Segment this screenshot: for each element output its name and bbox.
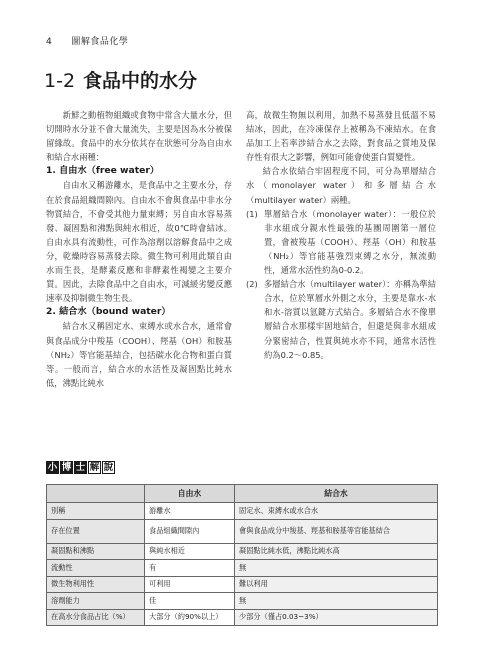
running-head [46, 34, 128, 47]
page-number: 4 [46, 37, 53, 47]
book-title: 圖解食品化學 [71, 37, 129, 47]
free-water-cell: 游離水 [145, 503, 235, 520]
row-label: 存在位置 [47, 519, 145, 543]
table-header-row [47, 485, 438, 503]
free-water-paragraph: 自由水又稱游離水，是食品中之主要水分，存在於食品組織間隙內。自由水不會與食品中非水分物質結合，不會受其他力量束縛；另自由水容易蒸發、凝固點和沸點與純水相近，故0℃時會結冰。自由水具有流動性，可作為溶劑以溶解食品中之成分，乾燥時容易蒸發去除。微生物可利用此類自由水而生長，是酵素反應和非酵素性褐變之主要介質。因此，去除食品中之自由水，可減緩劣變反應速率及抑制微生物生長。 [46, 180, 232, 304]
free-water-cell: 可利用 [145, 576, 235, 593]
bound-water-cell: 難以利用 [235, 576, 438, 593]
bound-water-cell: 少部分（僅占0.03~3%） [235, 609, 438, 626]
tip-char: 說 [103, 462, 114, 473]
layers-intro-paragraph: 結合水依結合牢固程度不同，可分為單層結合水（monolayer water）和多層結合水（multilayer water）兩種。 [246, 166, 436, 205]
tip-char: 士 [75, 462, 86, 473]
bound-water-cell: 凝固點比純水低，沸點比純水高 [235, 543, 438, 560]
table-row [47, 519, 438, 543]
table-row [47, 543, 438, 560]
left-column [46, 108, 232, 390]
table-row [47, 609, 438, 626]
bound-water-cell: 無 [235, 560, 438, 577]
table-row [47, 576, 438, 593]
row-label: 在高水分食品占比（%） [47, 609, 145, 626]
row-label: 溶劑能力 [47, 593, 145, 610]
continuation-paragraph: 高，故微生物無以利用，加熱不易蒸發且低溫不易結冰，因此，在冷凍保存上被稱為不凍結水。在食品加工上若率涉結合水之去除，對食品之質地及保存性有很大之影響，例如可能會使蛋白質變性。 [246, 110, 436, 163]
multilayer-item [246, 277, 436, 362]
row-label: 微生物利用性 [47, 576, 145, 593]
bound-water-cell: 無 [235, 593, 438, 610]
tip-char: 博 [61, 462, 72, 473]
comparison-table [46, 484, 438, 626]
row-label: 流動性 [47, 560, 145, 577]
item-marker: (1) [246, 208, 258, 219]
column-header-bound-water: 結合水 [235, 485, 438, 503]
free-water-cell: 佳 [145, 593, 235, 610]
bound-water-heading: 2. 結合水（bound water） [46, 306, 171, 318]
free-water-cell: 大部分（約90%以上） [145, 609, 235, 626]
row-label: 凝固點和沸點 [47, 543, 145, 560]
multilayer-text: 多層結合水（multilayer water）：亦稱為準結合水，位於單層水外側之水分，主要是靠水-水和水-溶質以氫鍵方式結合。多層結合水不像單層結合水那樣牢固地結合，但還是與非水組成分緊密結合，性質與純水亦不同，通常水活性約為0.2～0.85。 [264, 279, 437, 360]
corner-cell [47, 485, 145, 503]
tip-char: 解 [89, 462, 100, 473]
table-row [47, 593, 438, 610]
free-water-cell: 與純水相近 [145, 543, 235, 560]
tip-char: 小 [47, 462, 58, 473]
item-marker: (2) [246, 279, 258, 290]
table-row [47, 503, 438, 520]
bound-water-cell: 會與食品成分中羧基、羥基和胺基等官能基結合 [235, 519, 438, 543]
free-water-heading: 1. 自由水（free water） [46, 165, 160, 177]
monolayer-item [246, 207, 436, 277]
bound-water-paragraph: 結合水又稱固定水、束縛水或水合水，通常會與食品成分中羧基（COOH）、羥基（OH）和胺基（NH₂）等官能基結合，包括碳水化合物和蛋白質等。一般而言，結合水的水活性及凝固點比純水低，沸點比純水 [46, 321, 232, 388]
section-number: 1-2 [44, 70, 76, 92]
table-row [47, 560, 438, 577]
bound-water-cell: 固定水、束縛水或水合水 [235, 503, 438, 520]
free-water-cell: 食品組織間隙內 [145, 519, 235, 543]
tip-box-heading [46, 461, 116, 474]
column-header-free-water: 自由水 [145, 485, 235, 503]
monolayer-text: 單層結合水（monolayer water）：一般位於非水組成分親水性最強的基團周圍第一層位置，會被羧基（COOH）、羥基（OH）和胺基（NH₂）等官能基強烈束縛之水分，無流動性，通常水活性約為0-0.2。 [264, 208, 436, 276]
free-water-cell: 有 [145, 560, 235, 577]
section-title [44, 66, 197, 93]
right-column [246, 108, 436, 362]
row-label: 別稱 [47, 503, 145, 520]
section-title-text: 食品中的水分 [83, 70, 198, 92]
intro-paragraph: 新鮮之動植物組織或食物中常含大量水分，但切開時水分並不會大量流失，主要是因為水分被保留緣故。食品中的水分依其存在狀態可分為自由水和結合水兩種： [46, 110, 232, 163]
